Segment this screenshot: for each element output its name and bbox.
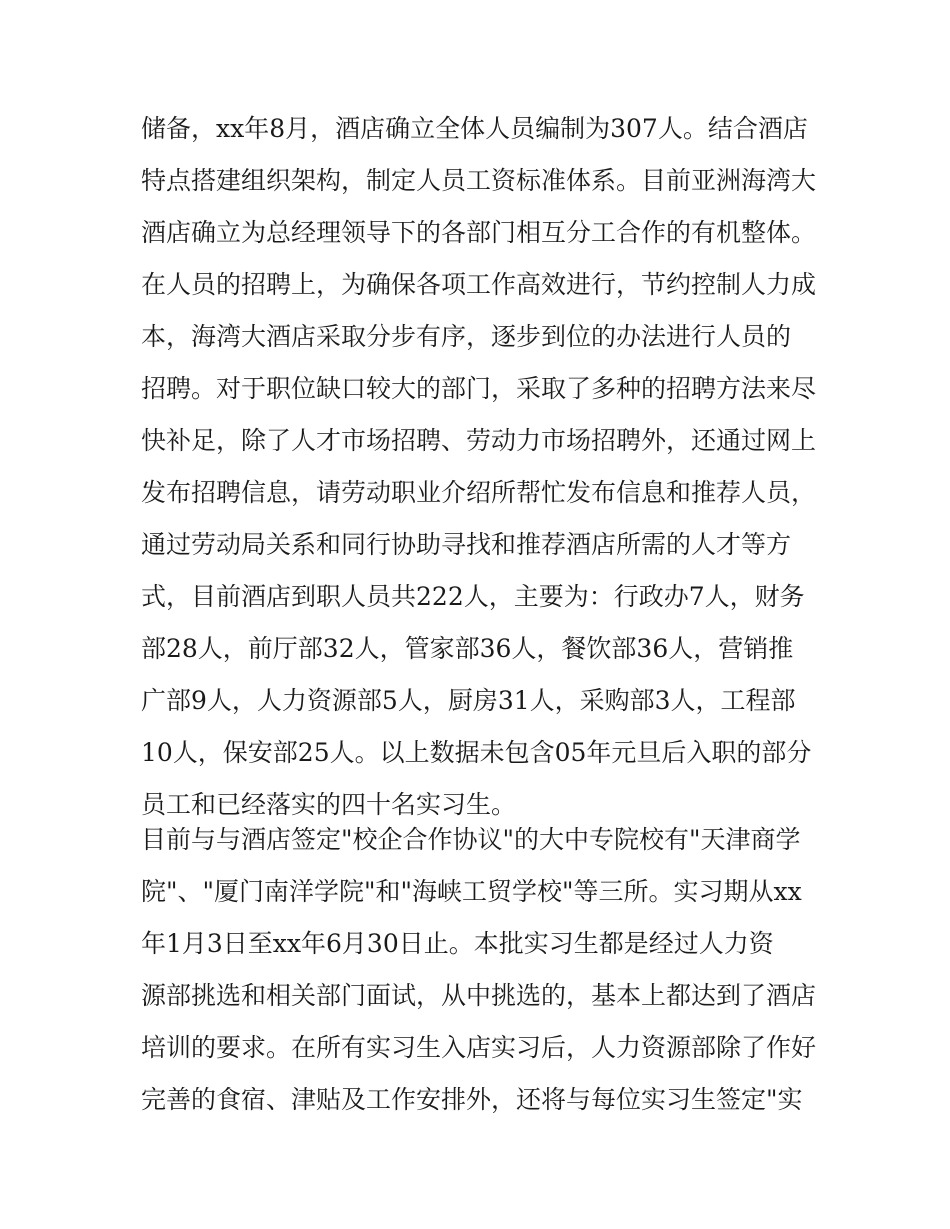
paragraph-line: 院"、"厦门南洋学院"和"海峡工贸学校"等三所。实习期从xx [141,877,802,906]
paragraph-line: 部28人，前厅部32人，管家部36人，餐饮部36人，营销推 [141,634,794,663]
paragraph-line: 10人，保安部25人。以上数据未包含05年元旦后入职的部分 [141,738,812,767]
paragraph-line: 本，海湾大酒店采取分步有序，逐步到位的办法进行人员的 [141,322,792,351]
paragraph-line: 特点搭建组织架构，制定人员工资标准体系。目前亚洲海湾大 [141,166,817,195]
paragraph-line: 广部9人，人力资源部5人，厨房31人，采购部3人，工程部 [141,686,796,715]
paragraph-line: 储备，xx年8月，酒店确立全体人员编制为307人。结合酒店 [141,114,808,143]
paragraph-line: 快补足，除了人才市场招聘、劳动力市场招聘外，还通过网上 [141,426,817,455]
paragraph-line: 发布招聘信息，请劳动职业介绍所帮忙发布信息和推荐人员， [141,478,817,507]
paragraph-line: 通过劳动局关系和同行协助寻找和推荐酒店所需的人才等方 [141,530,792,559]
paragraph-line: 酒店确立为总经理领导下的各部门相互分工合作的有机整体。 [141,218,817,247]
paragraph-line: 培训的要求。在所有实习生入店实习后，人力资源部除了作好 [141,1033,817,1062]
paragraph-line: 在人员的招聘上，为确保各项工作高效进行，节约控制人力成 [141,270,817,299]
paragraph-line: 完善的食宿、津贴及工作安排外，还将与每位实习生签定"实 [141,1085,803,1114]
paragraph-line: 式，目前酒店到职人员共222人，主要为：行政办7人，财务 [141,582,805,611]
paragraph-line: 招聘。对于职位缺口较大的部门，采取了多种的招聘方法来尽 [141,374,817,403]
paragraph-line: 目前与与酒店签定"校企合作协议"的大中专院校有"天津商学 [141,825,801,854]
paragraph-line: 源部挑选和相关部门面试，从中挑选的，基本上都达到了酒店 [141,981,817,1010]
paragraph-line: 员工和已经落实的四十名实习生。 [141,790,517,819]
paragraph-line: 年1月3日至xx年6月30日止。本批实习生都是经过人力资 [141,929,774,958]
